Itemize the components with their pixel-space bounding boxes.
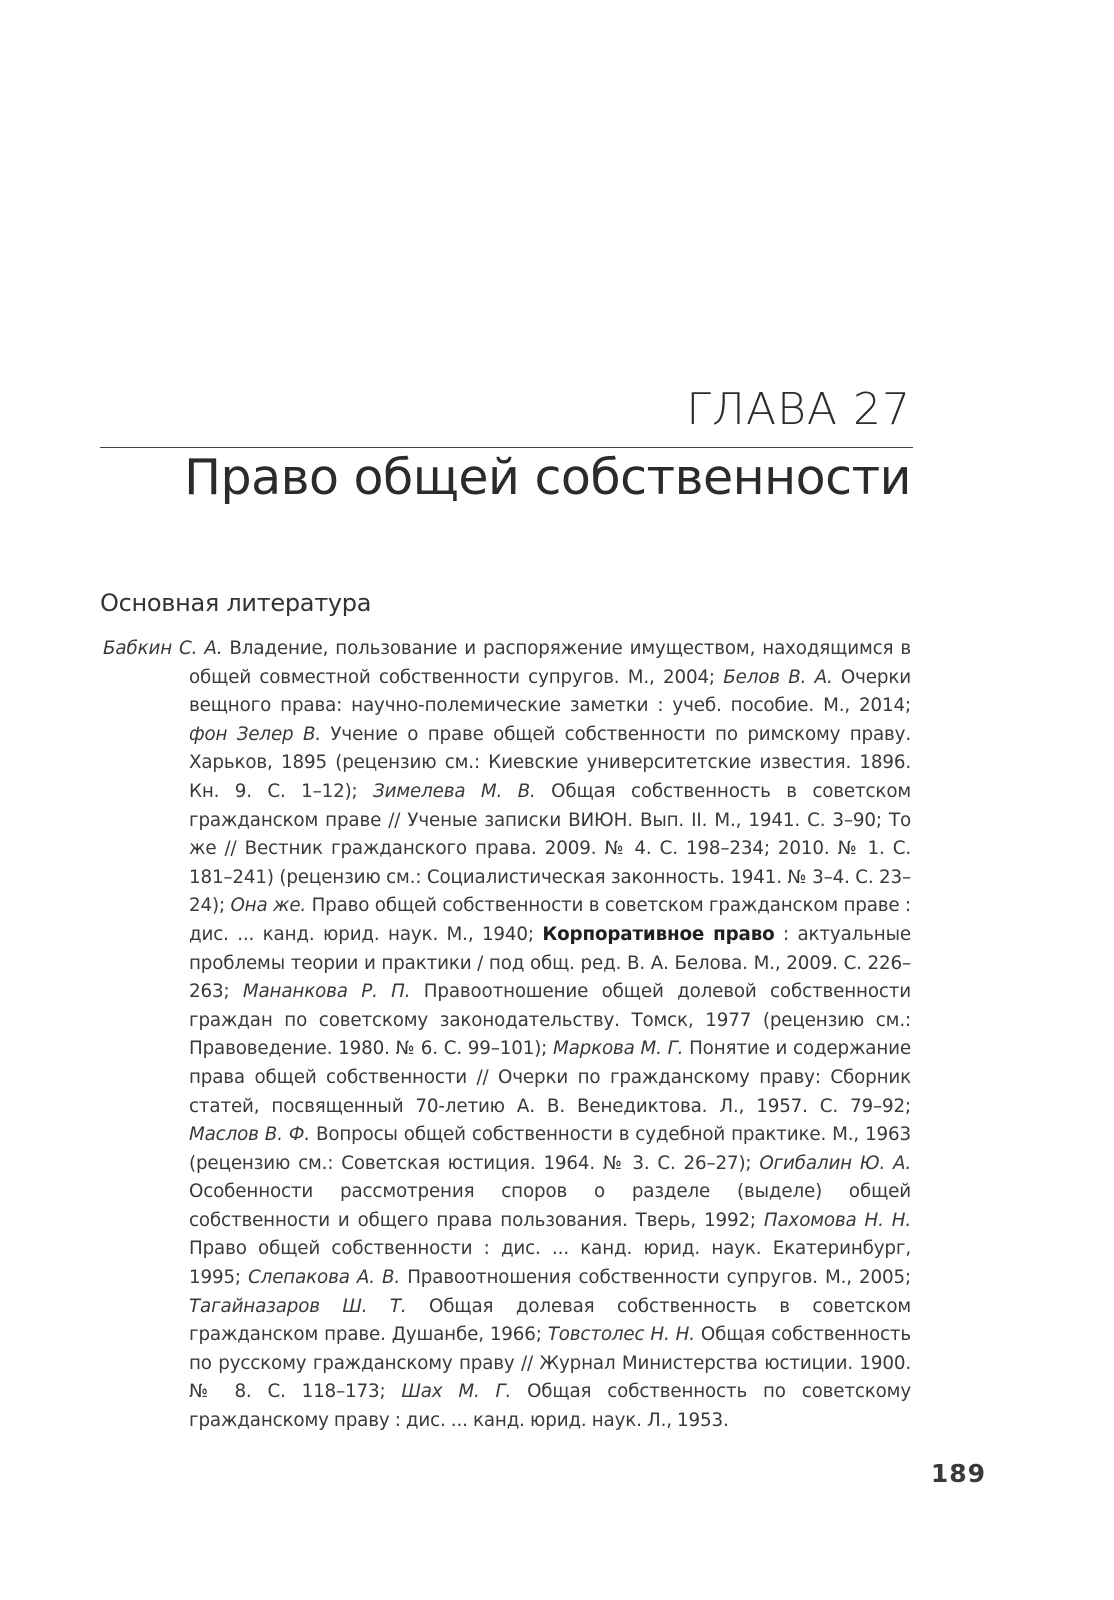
bib-author: Тагайназаров Ш. Т. <box>189 1295 407 1317</box>
page-number: 189 <box>930 1459 986 1488</box>
bib-text: Право общей собственности : дис. ... канд. юрид. наук. Екатеринбург, 1995; <box>189 1238 911 1289</box>
bibliography <box>103 635 911 1436</box>
bib-title-bold: Корпоративное право <box>542 923 775 945</box>
bib-text: Учение о праве общей собственности по римскому праву. Харьков, 1895 (рецензию см.: Киевские университетские известия. 1896. Кн. 9. С. 1–12); <box>189 723 911 802</box>
bib-text: Владение, пользование и распоряжение имуществом, находящимся в общей совместной собственности супругов. М., 2004; <box>189 638 912 688</box>
bib-author: Товстолес Н. Н. <box>547 1324 695 1346</box>
section-heading: Основная литература <box>100 589 372 617</box>
bib-text: : актуальные проблемы теории и практики / под общ. ред. В. А. Белова. М., 2009. С. 226–263; <box>189 923 911 1003</box>
bib-text: Общая долевая собственность в советском гражданском праве. Душанбе, 1966; <box>189 1295 911 1346</box>
chapter-label: ГЛАВА 27 <box>686 384 911 435</box>
bib-text: Особенности рассмотрения споров о разделе (выделе) общей собственности и общего права пользования. Тверь, 1992; <box>189 1181 911 1231</box>
bib-author: Мананкова Р. П. <box>242 981 411 1003</box>
chapter-rule <box>100 447 913 448</box>
bib-text: Общая собственность по советскому гражданскому праву : дис. ... канд. юрид. наук. Л., 1953. <box>189 1381 911 1432</box>
bib-text: Правоотношения собственности супругов. М., 2005; <box>400 1267 911 1289</box>
bib-author: Бабкин С. А. <box>103 638 223 659</box>
chapter-title: Право общей собственности <box>184 449 911 506</box>
bib-author: Маркова М. Г. <box>553 1038 684 1060</box>
bib-text: Общая собственность по русскому гражданскому праву // Журнал Министерства юстиции. 1900. № 8. С. 118–173; <box>189 1324 912 1403</box>
bib-author: Слепакова А. В. <box>248 1267 401 1289</box>
bib-author: Пахомова Н. Н. <box>763 1209 911 1231</box>
bib-author: Зимелева М. В. <box>373 780 536 802</box>
bib-text: Общая собственность в советском гражданском праве // Ученые записки ВИЮН. Вып. II. М., 1941. С. 3–90; То же // Вестник гражданского права. 2009. № 4. С. 198–234; 2010. № 1. С. 181–241) (рецензию см.: Социалистическая законность. 1941. № 3–4. С. 23–24); <box>189 780 911 917</box>
bib-entry <box>248 1267 911 1288</box>
bib-author: Белов В. А. <box>723 666 833 688</box>
bib-author: фон Зелер В. <box>189 723 321 745</box>
bib-author: Маслов В. Ф. <box>189 1124 310 1146</box>
bib-text: Право общей собственности в советском гражданском праве : дис. ... канд. юрид. наук. М., 1940; <box>189 895 912 945</box>
bib-text: Понятие и содержание права общей собственности // Очерки по гражданскому праву: Сборник статей, посвященный 70-летию А. В. Венедиктова. Л., 1957. С. 79–92; <box>189 1038 911 1117</box>
bib-author: Она же. <box>230 895 307 917</box>
bib-text: Очерки вещного права: научно-полемические заметки : учеб. пособие. М., 2014; <box>189 666 911 717</box>
bib-author: Шах М. Г. <box>401 1381 512 1403</box>
bib-text: Правоотношение общей долевой собственности граждан по советскому законодательству. Томск, 1977 (рецензию см.: Правоведение. 1980. № 6. С. 99–101); <box>189 981 911 1060</box>
bib-text: Вопросы общей собственности в судебной практике. М., 1963 (рецензию см.: Советская юстиция. 1964. № 3. С. 26–27); <box>189 1124 911 1174</box>
bib-author: Огибалин Ю. А. <box>759 1152 911 1174</box>
